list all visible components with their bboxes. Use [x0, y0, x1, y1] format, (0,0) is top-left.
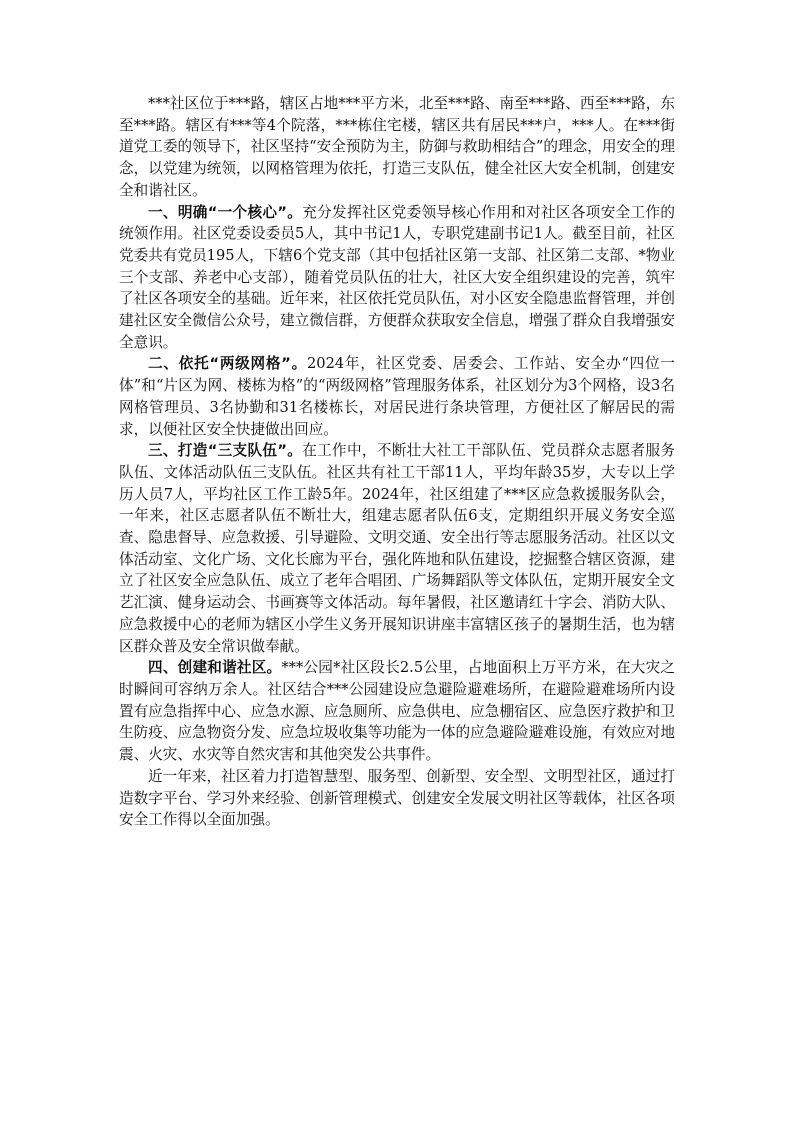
paragraph-intro [119, 93, 675, 202]
section-1-heading: 一、明确“一个核心”。 [148, 203, 303, 221]
paragraph-section-2 [119, 353, 675, 440]
section-4-heading: 四、创建和谐社区。 [148, 659, 282, 677]
paragraph-conclusion [119, 766, 675, 831]
section-1-text: 充分发挥社区党委领导核心作用和对社区各项安全工作的统领作用。社区党委设委员5人，其中书记1人，专职党建副书记1人。截至目前，社区党委共有党员195人，下辖6个党支部（其中包括社区第一支部、社区第二支部、*物业三个支部、养老中心支部），随着党员队伍的壮大，社区大安全组织建设的完善，筑牢了社区各项安全的基础。近年来，社区依托党员队伍，对小区安全隐患监督管理，并创建社区安全微信公众号，建立微信群，方便群众获取安全信息，增强了群众自我增强安全意识。 [119, 203, 675, 351]
section-2-text: 2024年，社区党委、居委会、工作站、安全办“四位一体”和“片区为网、楼栋为格”的“两级网格”管理服务体系，社区划分为3个网格，设3名网格管理员、3名协勤和31名楼栋长，对居民进行条块管理，方便社区了解居民的需求，以便社区安全快捷做出回应。 [119, 355, 675, 438]
section-3-text: 在工作中，不断壮大社工干部队伍、党员群众志愿者服务队伍、文体活动队伍三支队伍。社区共有社工干部11人，平均年龄35岁，大专以上学历人员7人，平均社区工作工龄5年。2024年，社区组建了***区应急救援服务队会，一年来，社区志愿者队伍不断壮大，组建志愿者队伍6支，定期组织开展义务安全巡查、隐患督导、应急救援、引导避险、文明交通、安全出行等志愿服务活动。社区以文体活动室、文化广场、文化长廊为平台，强化阵地和队伍建设，挖掘整合辖区资源，建立了社区安全应急队伍、成立了老年合唱团、广场舞蹈队等文体队伍，定期开展安全文艺汇演、健身运动会、书画赛等文体活动。每年暑假，社区邀请红十字会、消防大队、应急救援中心的老师为辖区小学生义务开展知识讲座丰富辖区孩子的暑期生活，也为辖区群众普及安全常识做奉献。 [119, 442, 675, 655]
section-3-heading: 三、打造“三支队伍”。 [148, 442, 303, 460]
paragraph-intro-text: ***社区位于***路，辖区占地***平方米，北至***路、南至***路、西至***路，东至***路。辖区有***等4个院落，***栋住宅楼，辖区共有居民***户，***人。在***街道党工委的领导下，社区坚持“安全预防为主，防御与救助相结合”的理念，用安全的理念，以党建为统领，以网格管理为依托，打造三支队伍，健全社区大安全机制，创建安全和谐社区。 [119, 95, 675, 199]
paragraph-section-1 [119, 202, 675, 354]
paragraph-conclusion-text: 近一年来，社区着力打造智慧型、服务型、创新型、安全型、文明型社区，通过打造数字平台、学习外来经验、创新管理模式、创建安全发展文明社区等载体，社区各项安全工作得以全面加强。 [119, 767, 675, 829]
document-body [119, 93, 675, 831]
section-2-heading: 二、依托“两级网格”。 [148, 355, 307, 373]
section-4-text: ***公园*社区段长2.5公里，占地面积上万平方米，在大灾之时瞬间可容纳万余人。社区结合***公园建设应急避险避难场所，在避险避难场所内设置有应急指挥中心、应急水源、应急厕所、应急供电、应急棚宿区、应急医疗救护和卫生防疫、应急物资分发、应急垃圾收集等功能为一体的应急避险避难设施，有效应对地震、火灾、水灾等自然灾害和其他突发公共事件。 [119, 659, 675, 764]
paragraph-section-4 [119, 657, 675, 766]
paragraph-section-3 [119, 440, 675, 657]
